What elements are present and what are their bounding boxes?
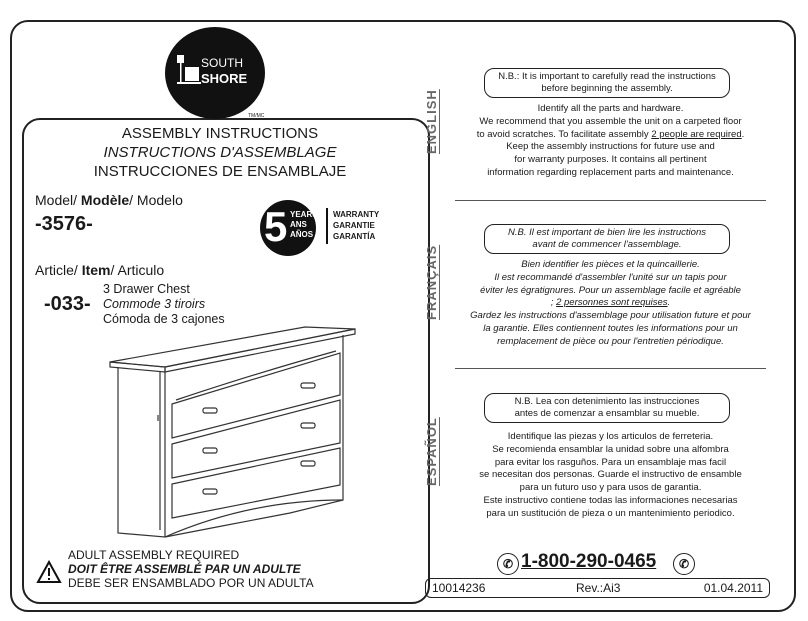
english-nb-line2: before beginning the assembly. [541, 83, 673, 94]
model-label [35, 192, 183, 208]
title-block [60, 124, 380, 181]
spanish-line4: se necesitan dos personas. Guarde el instructivo de ensamble [479, 469, 742, 481]
french-paragraph [455, 259, 766, 349]
phone-icon: ✆ [497, 553, 519, 575]
english-line6: information regarding replacement parts and maintenance. [487, 166, 734, 178]
english-line5: for warranty purposes. It contains all pertinent [514, 154, 707, 166]
warranty-es: GARANTÍA [333, 232, 376, 241]
warranty-years-number: 5 [264, 203, 288, 250]
spanish-nb-box [484, 393, 730, 423]
french-nb-box [484, 224, 730, 254]
spanish-line1: Identifique las piezas y los articulos de ferreteria. [507, 431, 714, 442]
product-name-fr: Commode 3 tiroirs [103, 297, 206, 311]
spanish-line6: Este instructivo contiene todas las informaciones necesarias [483, 494, 738, 506]
article-number: -033- [44, 293, 91, 315]
article-label-en: Article/ [35, 262, 82, 278]
part-number: 10014236 [432, 581, 486, 595]
phone-icon: ✆ [673, 553, 695, 575]
spanish-paragraph [455, 431, 766, 521]
warning-triangle-icon [36, 560, 62, 584]
product-name-es: Cómoda de 3 cajones [103, 312, 225, 326]
french-nb-line2: avant de commencer l'assemblage. [532, 239, 682, 250]
trademark-note: TM/MC [248, 113, 265, 119]
adult-es: DEBE SER ENSAMBLADO POR UN ADULTA [68, 576, 314, 590]
support-phone [497, 551, 693, 575]
english-line3a: to avoid scratches. To facilitate assembly [476, 128, 652, 140]
warranty-badge [258, 198, 393, 258]
english-line3c: . [741, 128, 745, 140]
section-divider [455, 368, 766, 369]
warranty-years-text [290, 210, 318, 240]
adult-assembly-notice [68, 548, 314, 590]
french-line2: Il est recommandé d'assembler l'unité sur un tapis pour [494, 271, 727, 283]
brand-line2: SHORE [201, 71, 248, 86]
model-label-es: / Modelo [129, 192, 183, 208]
dresser-illustration [100, 315, 360, 540]
french-line3: éviter les égratignures. Pour un assemblage facile et agréable [480, 284, 741, 296]
french-line4c: . [667, 297, 671, 309]
french-nb-line1: N.B. Il est important de bien lire les instructions [507, 227, 706, 238]
warranty-years-es: AÑOS [290, 230, 314, 239]
section-divider [455, 200, 766, 201]
article-label [35, 262, 164, 278]
phone-number: 1-800-290-0465 [521, 551, 657, 572]
adult-fr: DOIT ÊTRE ASSEMBLÉ PAR UN ADULTE [68, 562, 301, 576]
warranty-fr: GARANTIE [333, 221, 375, 230]
french-line5: Gardez les instructions d'assemblage pour utilisation future et pour [470, 310, 751, 322]
english-line3 [455, 129, 766, 142]
spanish-nb-line1: N.B. Lea con detenimiento las instrucciones [514, 396, 700, 407]
adult-en: ADULT ASSEMBLY REQUIRED [68, 548, 240, 562]
warranty-en: WARRANTY [333, 210, 380, 219]
spanish-line7: para un sustitución de pieza o un mantenimiento periodico. [486, 507, 735, 519]
language-label-english: ENGLISH [424, 89, 439, 154]
model-label-fr: Modèle [80, 192, 130, 208]
article-label-es: / Articulo [110, 262, 165, 278]
title-es: INSTRUCCIONES DE ENSAMBLAJE [93, 163, 347, 180]
english-line1: Identify all the parts and hardware. [537, 103, 684, 114]
revision: Rev.:Ai3 [576, 581, 621, 595]
brand-line1: SOUTH [201, 56, 243, 70]
french-line4a: ; [550, 297, 557, 309]
spanish-line2: Se recomienda ensamblar la unidad sobre una alfombra [492, 443, 729, 455]
document-footer [425, 578, 770, 598]
spanish-line5: para un futuro uso y para usos de garantia. [519, 482, 702, 494]
language-label-french: FRANÇAIS [424, 244, 439, 320]
english-line4: Keep the assembly instructions for future use and [506, 141, 715, 153]
spanish-nb-line2: antes de comenzar a ensamblar su mueble. [514, 408, 700, 419]
english-line3b: 2 people are required [651, 128, 742, 140]
english-paragraph [455, 103, 766, 180]
french-line4b: 2 personnes sont requises [556, 297, 668, 309]
article-label-fr: Item [81, 262, 111, 278]
model-number: -3576- [35, 213, 93, 235]
product-name-en: 3 Drawer Chest [103, 282, 190, 296]
warranty-years-en: YEARS [290, 210, 318, 219]
warranty-years-fr: ANS [290, 220, 307, 229]
french-line7: remplacement de pièce ou pour l'entretien périodique. [497, 335, 724, 347]
french-line6: la garantie. Elles contiennent toutes les informations pour un [483, 322, 738, 334]
english-line2: We recommend that you assemble the unit on a carpeted floor [479, 115, 742, 127]
issue-date: 01.04.2011 [703, 581, 763, 595]
french-line1: Bien identifier les pièces et la quincaillerie. [521, 259, 700, 270]
english-nb-box [484, 68, 730, 98]
spanish-line3: para evitar los rasguños. Para un ensamblaje mas facil [494, 456, 727, 468]
french-line4 [455, 297, 766, 310]
title-fr: INSTRUCTIONS D'ASSEMBLAGE [103, 144, 337, 161]
english-nb-line1: N.B.: It is important to carefully read the instructions [498, 71, 716, 82]
model-label-en: Model/ [35, 192, 81, 208]
brand-name [201, 56, 247, 86]
language-label-spanish: ESPAÑOL [424, 417, 439, 486]
warranty-text [333, 209, 379, 242]
title-en: ASSEMBLY INSTRUCTIONS [121, 125, 319, 142]
